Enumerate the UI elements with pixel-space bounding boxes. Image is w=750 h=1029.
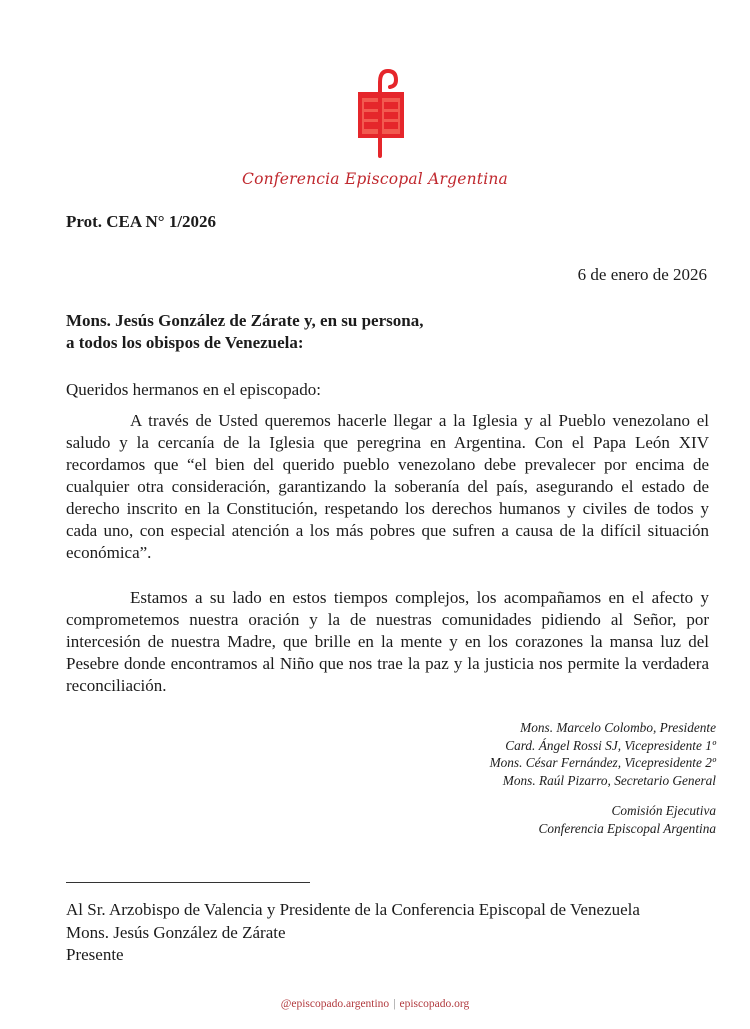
commission-block — [538, 802, 716, 837]
crozier-shield-icon — [354, 68, 408, 160]
website-link[interactable]: episcopado.org — [399, 998, 470, 1010]
addressee-line: a todos los obispos de Venezuela: — [66, 333, 304, 352]
footer-separator: | — [393, 998, 396, 1010]
recipient-line: Al Sr. Arzobispo de Valencia y Presidente de la Conferencia Episcopal de Venezuela — [66, 900, 640, 919]
signature-block — [490, 719, 716, 789]
recipient-block — [66, 899, 640, 967]
signatory: Mons. Raúl Pizarro, Secretario General — [502, 772, 716, 788]
signatory: Mons. César Fernández, Vicepresidente 2º — [489, 755, 716, 770]
commission-name: Comisión Ejecutiva — [611, 803, 716, 818]
addressee-line: Mons. Jesús González de Zárate y, en su persona, — [66, 311, 424, 330]
body-paragraph — [66, 587, 709, 697]
social-handle-link[interactable]: @episcopado.argentino — [280, 998, 390, 1010]
salutation: Queridos hermanos en el episcopado: — [66, 380, 321, 399]
addressee — [66, 310, 423, 354]
signatory: Mons. Marcelo Colombo, Presidente — [520, 720, 716, 735]
paragraph-text: Estamos a su lado en estos tiempos complejos, los acompañamos en el afecto y comprometemos nuestra oración y la de nuestras comunidades pidiendo al Señor, por intercesión de nuestra Madre, que brille en la mente y en los corazones la mansa luz del Pesebre donde encontramos al Niño que nos trae la paz y la justicia nos permite la verdadera reconciliación. — [66, 588, 709, 695]
recipient-line: Mons. Jesús González de Zárate — [66, 922, 286, 942]
footer — [0, 998, 750, 1010]
cea-logo — [354, 68, 408, 160]
protocol-number: Prot. CEA N° 1/2026 — [66, 212, 217, 231]
paragraph-text: A través de Usted queremos hacerle llegar a la Iglesia y al Pueblo venezolano el saludo y la cercanía de la Iglesia que peregrina en Argentina. Con el Papa León XIV recordamos que “el bien del querido pueblo venezolano debe prevalecer por encima de cualquier otra consideración, garantizando la soberanía del país, asegurando el estado de derecho inscrito en la Constitución, respetando los derechos humanos y civiles de todos y cada uno, con especial atención a los más pobres que sufren a causa de la difícil situación económica”. — [66, 411, 709, 562]
organization-name: Conferencia Episcopal Argentina — [242, 170, 508, 188]
signatory: Card. Ángel Rossi SJ, Vicepresidente 1º — [505, 737, 716, 753]
commission-org: Conferencia Episcopal Argentina — [538, 820, 716, 836]
body-paragraph — [66, 410, 709, 564]
divider-line — [66, 882, 310, 883]
recipient-line: Presente — [66, 945, 124, 964]
letter-date: 6 de enero de 2026 — [577, 265, 707, 284]
